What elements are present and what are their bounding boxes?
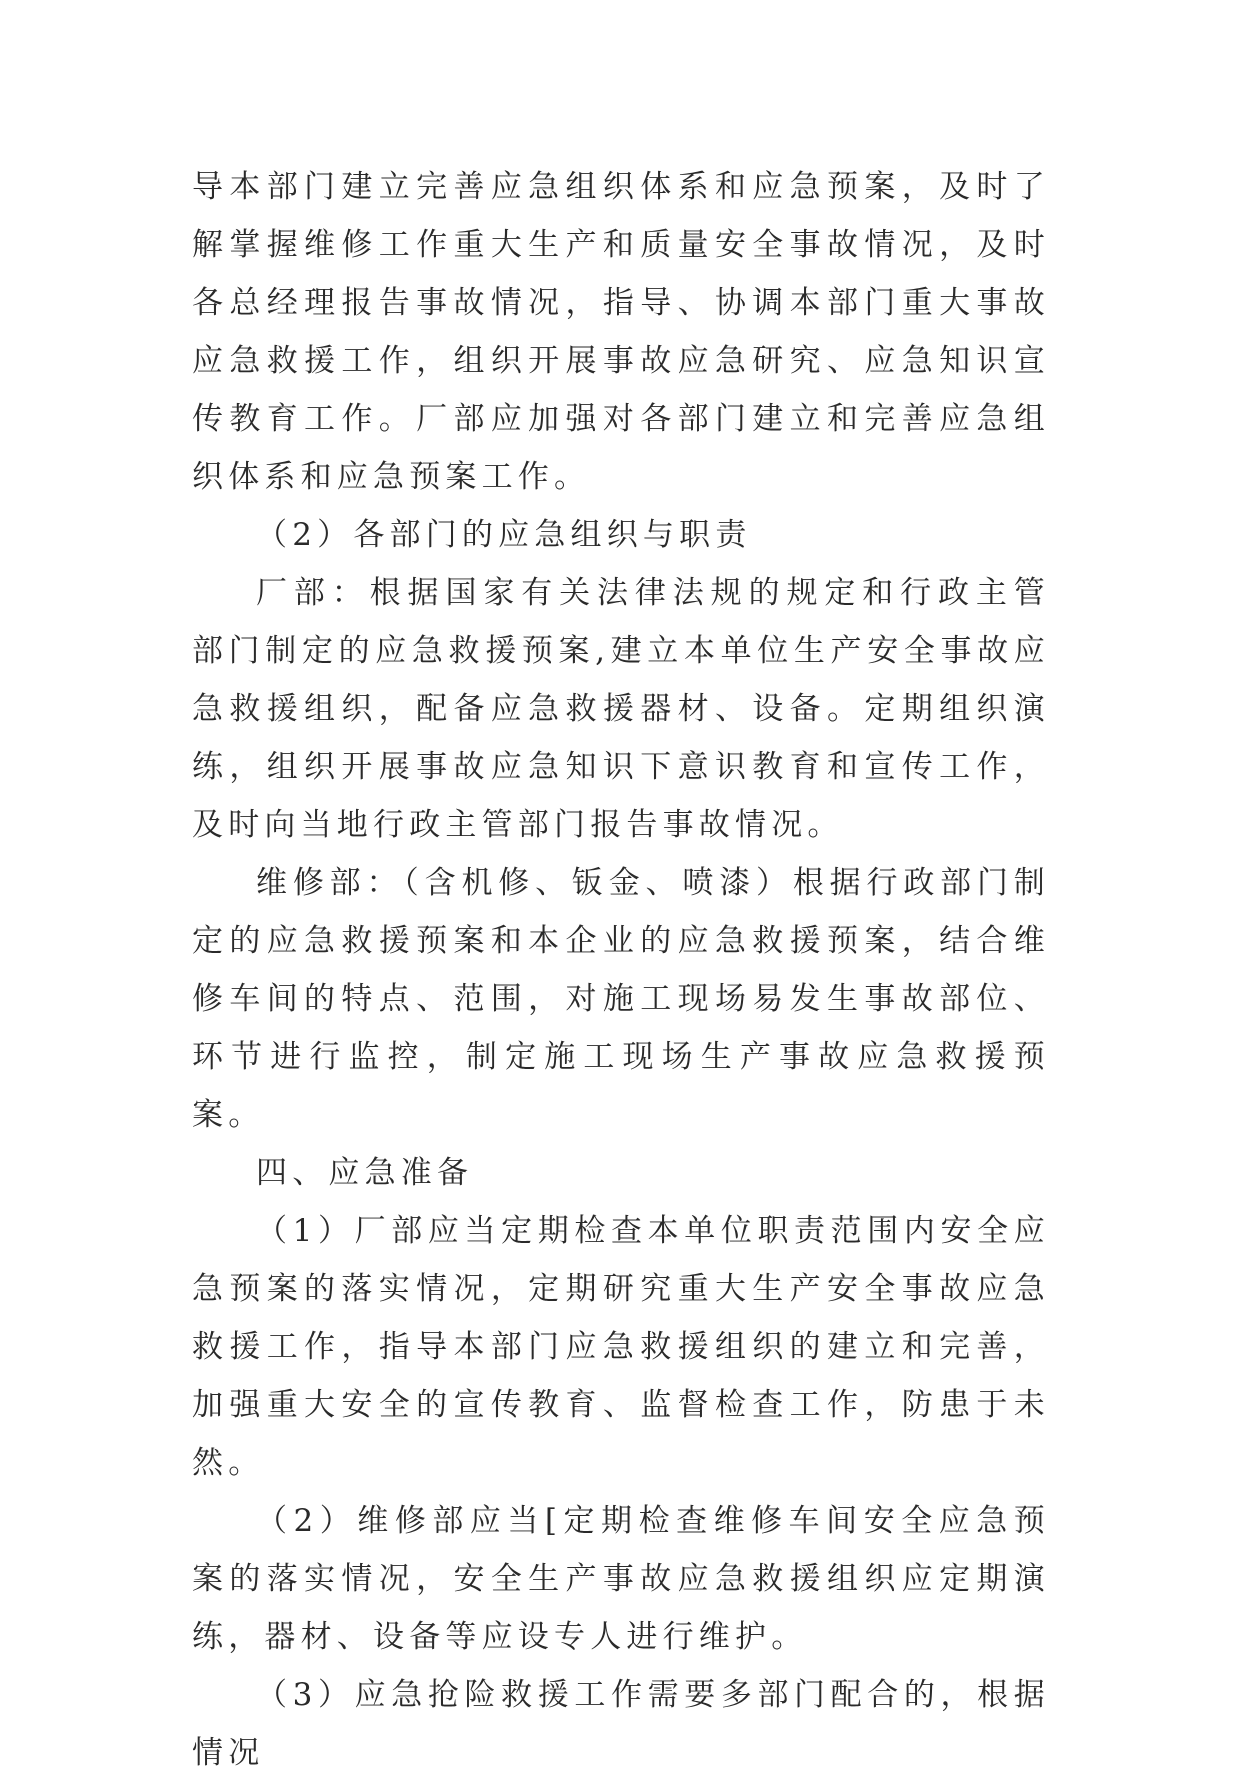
paragraph-preparation-item-2: （2）维修部应当[定期检查维修车间安全应急预案的落实情况，安全生产事故应急救援组织应定期演练，器材、设备等应设专人进行维护。	[192, 1503, 1050, 1655]
paragraph-factory-duties: 厂部：根据国家有关法律法规的规定和行政主管部门制定的应急救援预案,建立本单位生产安全事故应急救援组织，配备应急救援器材、设备。定期组织演练，组织开展事故应急知识下意识教育和宣传工作，及时向当地行政主管部门报告事故情况。	[192, 575, 1050, 843]
paragraph-continuation: 导本部门建立完善应急组织体系和应急预案，及时了解掌握维修工作重大生产和质量安全事故情况，及时各总经理报告事故情况，指导、协调本部门重大事故应急救援工作，组织开展事故应急研究、应急知识宣传教育工作。厂部应加强对各部门建立和完善应急组织体系和应急预案工作。	[192, 169, 1050, 495]
paragraph-maintenance-duties: 维修部：（含机修、钣金、喷漆）根据行政部门制定的应急救援预案和本企业的应急救援预案，结合维修车间的特点、范围，对施工现场易发生事故部位、环节进行监控，制定施工现场生产事故应急救援预案。	[192, 865, 1050, 1133]
paragraph-preparation-item-1: （1）厂部应当定期检查本单位职责范围内安全应急预案的落实情况，定期研究重大生产安全事故应急救援工作，指导本部门应急救援组织的建立和完善，加强重大安全的宣传教育、监督检查工作，防患于未然。	[192, 1213, 1050, 1481]
subheading-department-emergency-organization: （2）各部门的应急组织与职责	[256, 517, 752, 553]
section-heading-emergency-preparation: 四、应急准备	[256, 1155, 474, 1191]
paragraph-preparation-item-3: （3）应急抢险救援工作需要多部门配合的，根据情况	[192, 1677, 1050, 1771]
document-body	[192, 158, 1050, 1782]
